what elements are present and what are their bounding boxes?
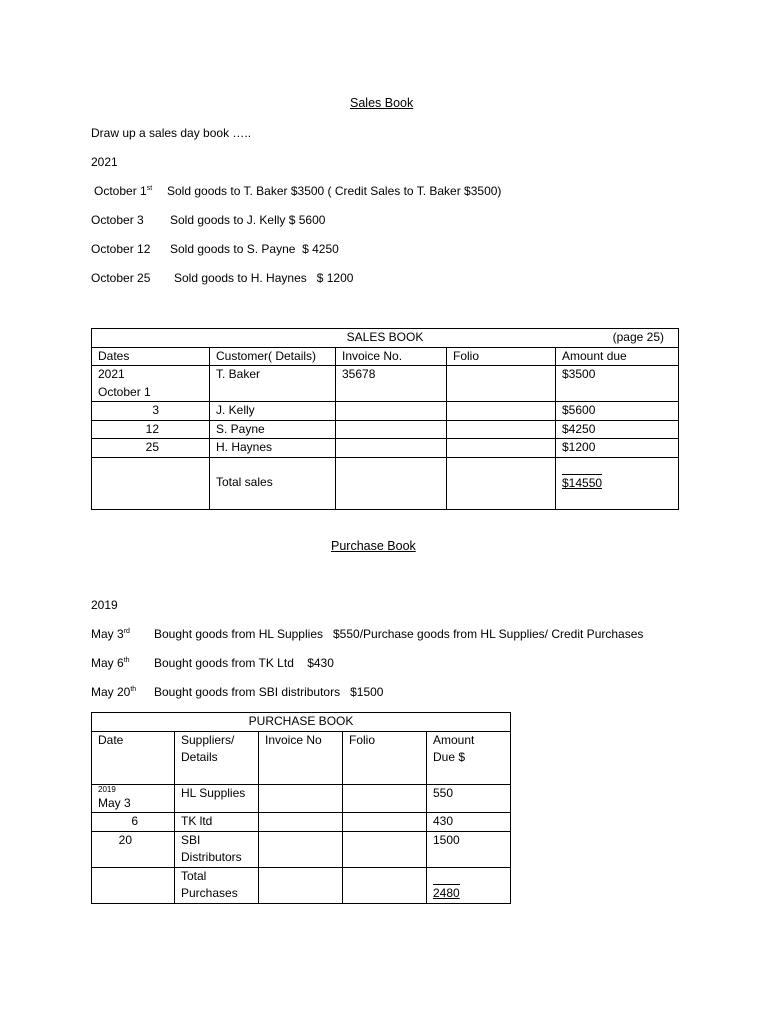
folio-cell [447,366,556,402]
sales-entry-date: October 3 [91,213,144,227]
sales-entry-date: October 12 [91,242,151,256]
column-header: Customer( Details) [210,347,336,366]
column-header: Folio [447,347,556,366]
table-header-row [92,731,511,784]
date-year: 2021 [98,367,125,381]
table-row [92,402,679,421]
purchase-table-heading: PURCHASE BOOK [92,713,511,732]
table-row [92,366,679,402]
column-header: Dates [92,347,210,366]
supplier-cell: HL Supplies [175,784,259,813]
folio-cell [447,439,556,458]
purchase-entry-date: May 20th [91,685,137,699]
sales-entry-text: Sold goods to H. Haynes $ 1200 [174,271,354,285]
purchase-book-title: Purchase Book [331,539,416,553]
date-year: 2019 [98,784,116,794]
table-row [92,784,511,813]
total-amount: 2480 [433,884,460,903]
sales-entry-date: October 25 [91,271,151,285]
date-cell: 6 [92,813,175,832]
amount-cell: $3500 [556,366,679,402]
sales-book-title: Sales Book [350,96,414,110]
supplier-cell: SBI Distributors [175,831,259,867]
invoice-cell [336,402,447,421]
purchase-entry-text: Bought goods from HL Supplies $550/Purchase goods from HL Supplies/ Credit Purchases [154,627,644,641]
total-label: Total sales [210,457,336,509]
amount-cell: 430 [427,813,511,832]
column-header: Amount Due $ [427,731,511,784]
table-header-row [92,347,679,366]
date-cell: 12 [92,420,210,439]
date-cell: 20 [92,831,175,867]
customer-cell: J. Kelly [210,402,336,421]
sales-entry-text: Sold goods to S. Payne $ 4250 [170,242,339,256]
total-amount: $14550 [562,474,602,493]
table-row [92,813,511,832]
purchase-year: 2019 [91,598,118,612]
table-title-row [92,713,511,732]
amount-cell: $4250 [556,420,679,439]
column-header: Date [92,731,175,784]
date-day: May 3 [98,795,131,810]
invoice-cell [336,439,447,458]
sales-table-heading: SALES BOOK [346,330,424,344]
date-cell: 25 [92,439,210,458]
supplier-cell: TK ltd [175,813,259,832]
table-row [92,420,679,439]
table-row [92,831,511,867]
date-cell: 3 [92,402,210,421]
column-header: Suppliers/ Details [175,731,259,784]
column-header: Invoice No. [336,347,447,366]
sales-instruction: Draw up a sales day book ….. [91,126,252,140]
table-title-row [92,329,679,348]
amount-cell: 1500 [427,831,511,867]
invoice-cell: 35678 [336,366,447,402]
column-header: Folio [343,731,427,784]
sales-entry-text: Sold goods to J. Kelly $ 5600 [170,213,326,227]
purchase-entry-date: May 3rd [91,627,130,641]
sales-entry-date: October 1st [94,184,153,198]
sales-year: 2021 [91,155,118,169]
amount-cell: $5600 [556,402,679,421]
customer-cell: H. Haynes [210,439,336,458]
invoice-cell [336,420,447,439]
amount-cell: $1200 [556,439,679,458]
customer-cell: S. Payne [210,420,336,439]
purchase-entry-text: Bought goods from TK Ltd $430 [154,656,334,670]
customer-cell: T. Baker [210,366,336,402]
column-header: Invoice No [259,731,343,784]
total-row [92,457,679,509]
purchase-book-table [91,712,511,904]
purchase-entry-date: May 6th [91,656,130,670]
folio-cell [447,402,556,421]
total-row [92,867,511,903]
column-header: Amount due [556,347,679,366]
total-label: Total Purchases [175,867,259,903]
table-row [92,439,679,458]
folio-cell [447,420,556,439]
date-day: October 1 [98,384,151,399]
amount-cell: 550 [427,784,511,813]
purchase-entry-text: Bought goods from SBI distributors $1500 [154,685,384,699]
sales-entry-text: Sold goods to T. Baker $3500 ( Credit Sales to T. Baker $3500) [167,184,502,198]
page-reference: (page 25) [612,330,665,344]
sales-book-table [91,328,679,510]
